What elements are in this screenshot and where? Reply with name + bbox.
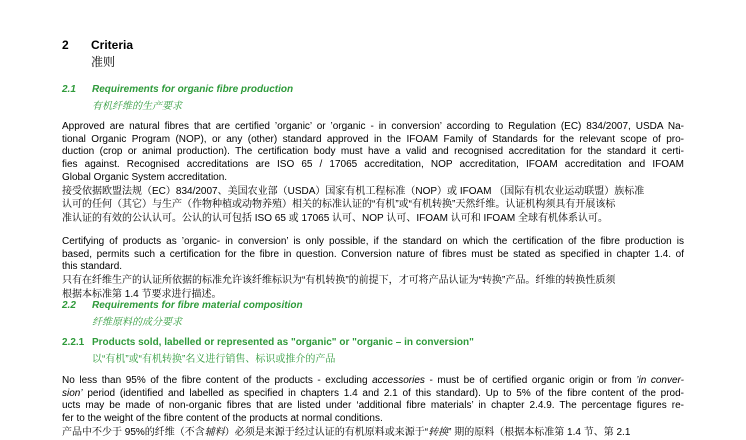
term-conversion-cn: 转换 xyxy=(428,426,449,438)
term-in-conversion: ’in conver- xyxy=(636,375,684,386)
section-2-1-number: 2.1 xyxy=(62,84,76,95)
paragraph-line-cn: 认可的任何（其它）与生产（作物种植或动物养殖）相关的标准认证的“有机”或“有机转换”天然纤维。认证机构须具有开展该标 xyxy=(62,199,616,211)
term-accessories-cn: 辅料 xyxy=(204,426,225,438)
section-2-2-1-title-cn: 以“有机”或“有机转换”名义进行销售、标识或推介的产品 xyxy=(92,354,336,365)
paragraph-line: this standard. xyxy=(62,261,123,273)
paragraph-line-cn: 产品中不少于 95%的纤维（不含辅料）必须是来源于经过认证的有机原料或来源于“转换” 期的原料（根据本标准第 1.4 节、第 2.1 xyxy=(62,426,631,438)
paragraph-line: based, permits such a certification for the fibre in question. Conversion nature of fibres must be stated as specified in chapter 1.4. of xyxy=(62,248,684,260)
paragraph-conversion xyxy=(62,236,684,302)
paragraph-line: Certifying of products as ’organic- in conversion’ is only possible, if the standard on which the certification of the fibre production is xyxy=(62,236,684,247)
paragraph-line: fer to the weight of the fibre content of the products at normal conditions. xyxy=(62,413,383,425)
paragraph-line: fies against. Recognised accreditations are ISO 65 / 17065 accreditation, NOP accreditation, IFOAM accreditation and IFOAM xyxy=(62,159,684,171)
chapter-title: Criteria xyxy=(91,38,134,52)
paragraph-line-cn: 只有在纤维生产的认证所依据的标准允许该纤维标识为“有机转换”的前提下，才可将产品认证为“转换”产品。纤维的转换性质须 xyxy=(62,275,616,287)
chapter-number: 2 xyxy=(62,38,69,52)
paragraph-line-cn: 根据本标准第 1.4 节要求进行描述。 xyxy=(62,288,222,300)
term-in-conversion-end: sion’ xyxy=(62,387,83,399)
chapter-title-cn: 准则 xyxy=(91,55,116,69)
paragraph-line: No less than 95% of the fibre content of the products - excluding accessories - must be of certified organic origin or from ’in conver- xyxy=(62,375,684,386)
paragraph-line: tional Organic Program (NOP), or any (other) standard approved in the IFOAM Family of Standards for the relevant scope of pro- xyxy=(62,133,684,145)
paragraph-line: duction (crop or animal production). The certification body must have a valid and recognised accreditation for the standard it certi- xyxy=(62,146,684,158)
section-2-2-title-cn: 纤维原料的成分要求 xyxy=(92,317,182,328)
paragraph-line-cn: 接受依据欧盟法规（EC）834/2007、美国农业部（USDA）国家有机工程标准（NOP）或 IFOAM （国际有机农业运动联盟）族标准 xyxy=(62,185,645,197)
paragraph-line-cn: 准认证的有效的公认认可。公认的认可包括 ISO 65 或 17065 认可、NOP 认可、IFOAM 认可和 IFOAM 全球有机体系认可。 xyxy=(62,212,608,224)
section-2-2-number: 2.2 xyxy=(62,300,76,311)
paragraph-fibre-content xyxy=(62,375,684,440)
paragraph-line: Global Organic System accreditation. xyxy=(62,171,228,183)
paragraph-line: ucts may be made of non-organic fibres that are listed under ‘additional fibre materials’ in chapter 2.4.9. The percentage figures re- xyxy=(62,400,684,412)
section-2-2-1-number: 2.2.1 xyxy=(62,337,85,348)
paragraph-line: sion’ period (identified and labelled as specified in chapters 1.4 and 2.1 of this standard). Up to 5% of the fibre content of the prod- xyxy=(62,387,684,399)
term-accessories: accessories xyxy=(372,375,425,386)
paragraph-accreditation xyxy=(62,121,684,226)
paragraph-line: Approved are natural fibres that are certified ’organic’ or ’organic - in conversion’ according to Regulation (EC) 834/2007, USDA Na- xyxy=(62,121,684,132)
section-2-2-title: Requirements for fibre material composition xyxy=(92,300,303,311)
section-2-2-1-title: Products sold, labelled or represented as "organic" or "organic – in conversion" xyxy=(92,337,474,348)
section-2-1-title-cn: 有机纤维的生产要求 xyxy=(92,101,182,112)
section-2-1-title: Requirements for organic fibre production xyxy=(92,84,294,95)
